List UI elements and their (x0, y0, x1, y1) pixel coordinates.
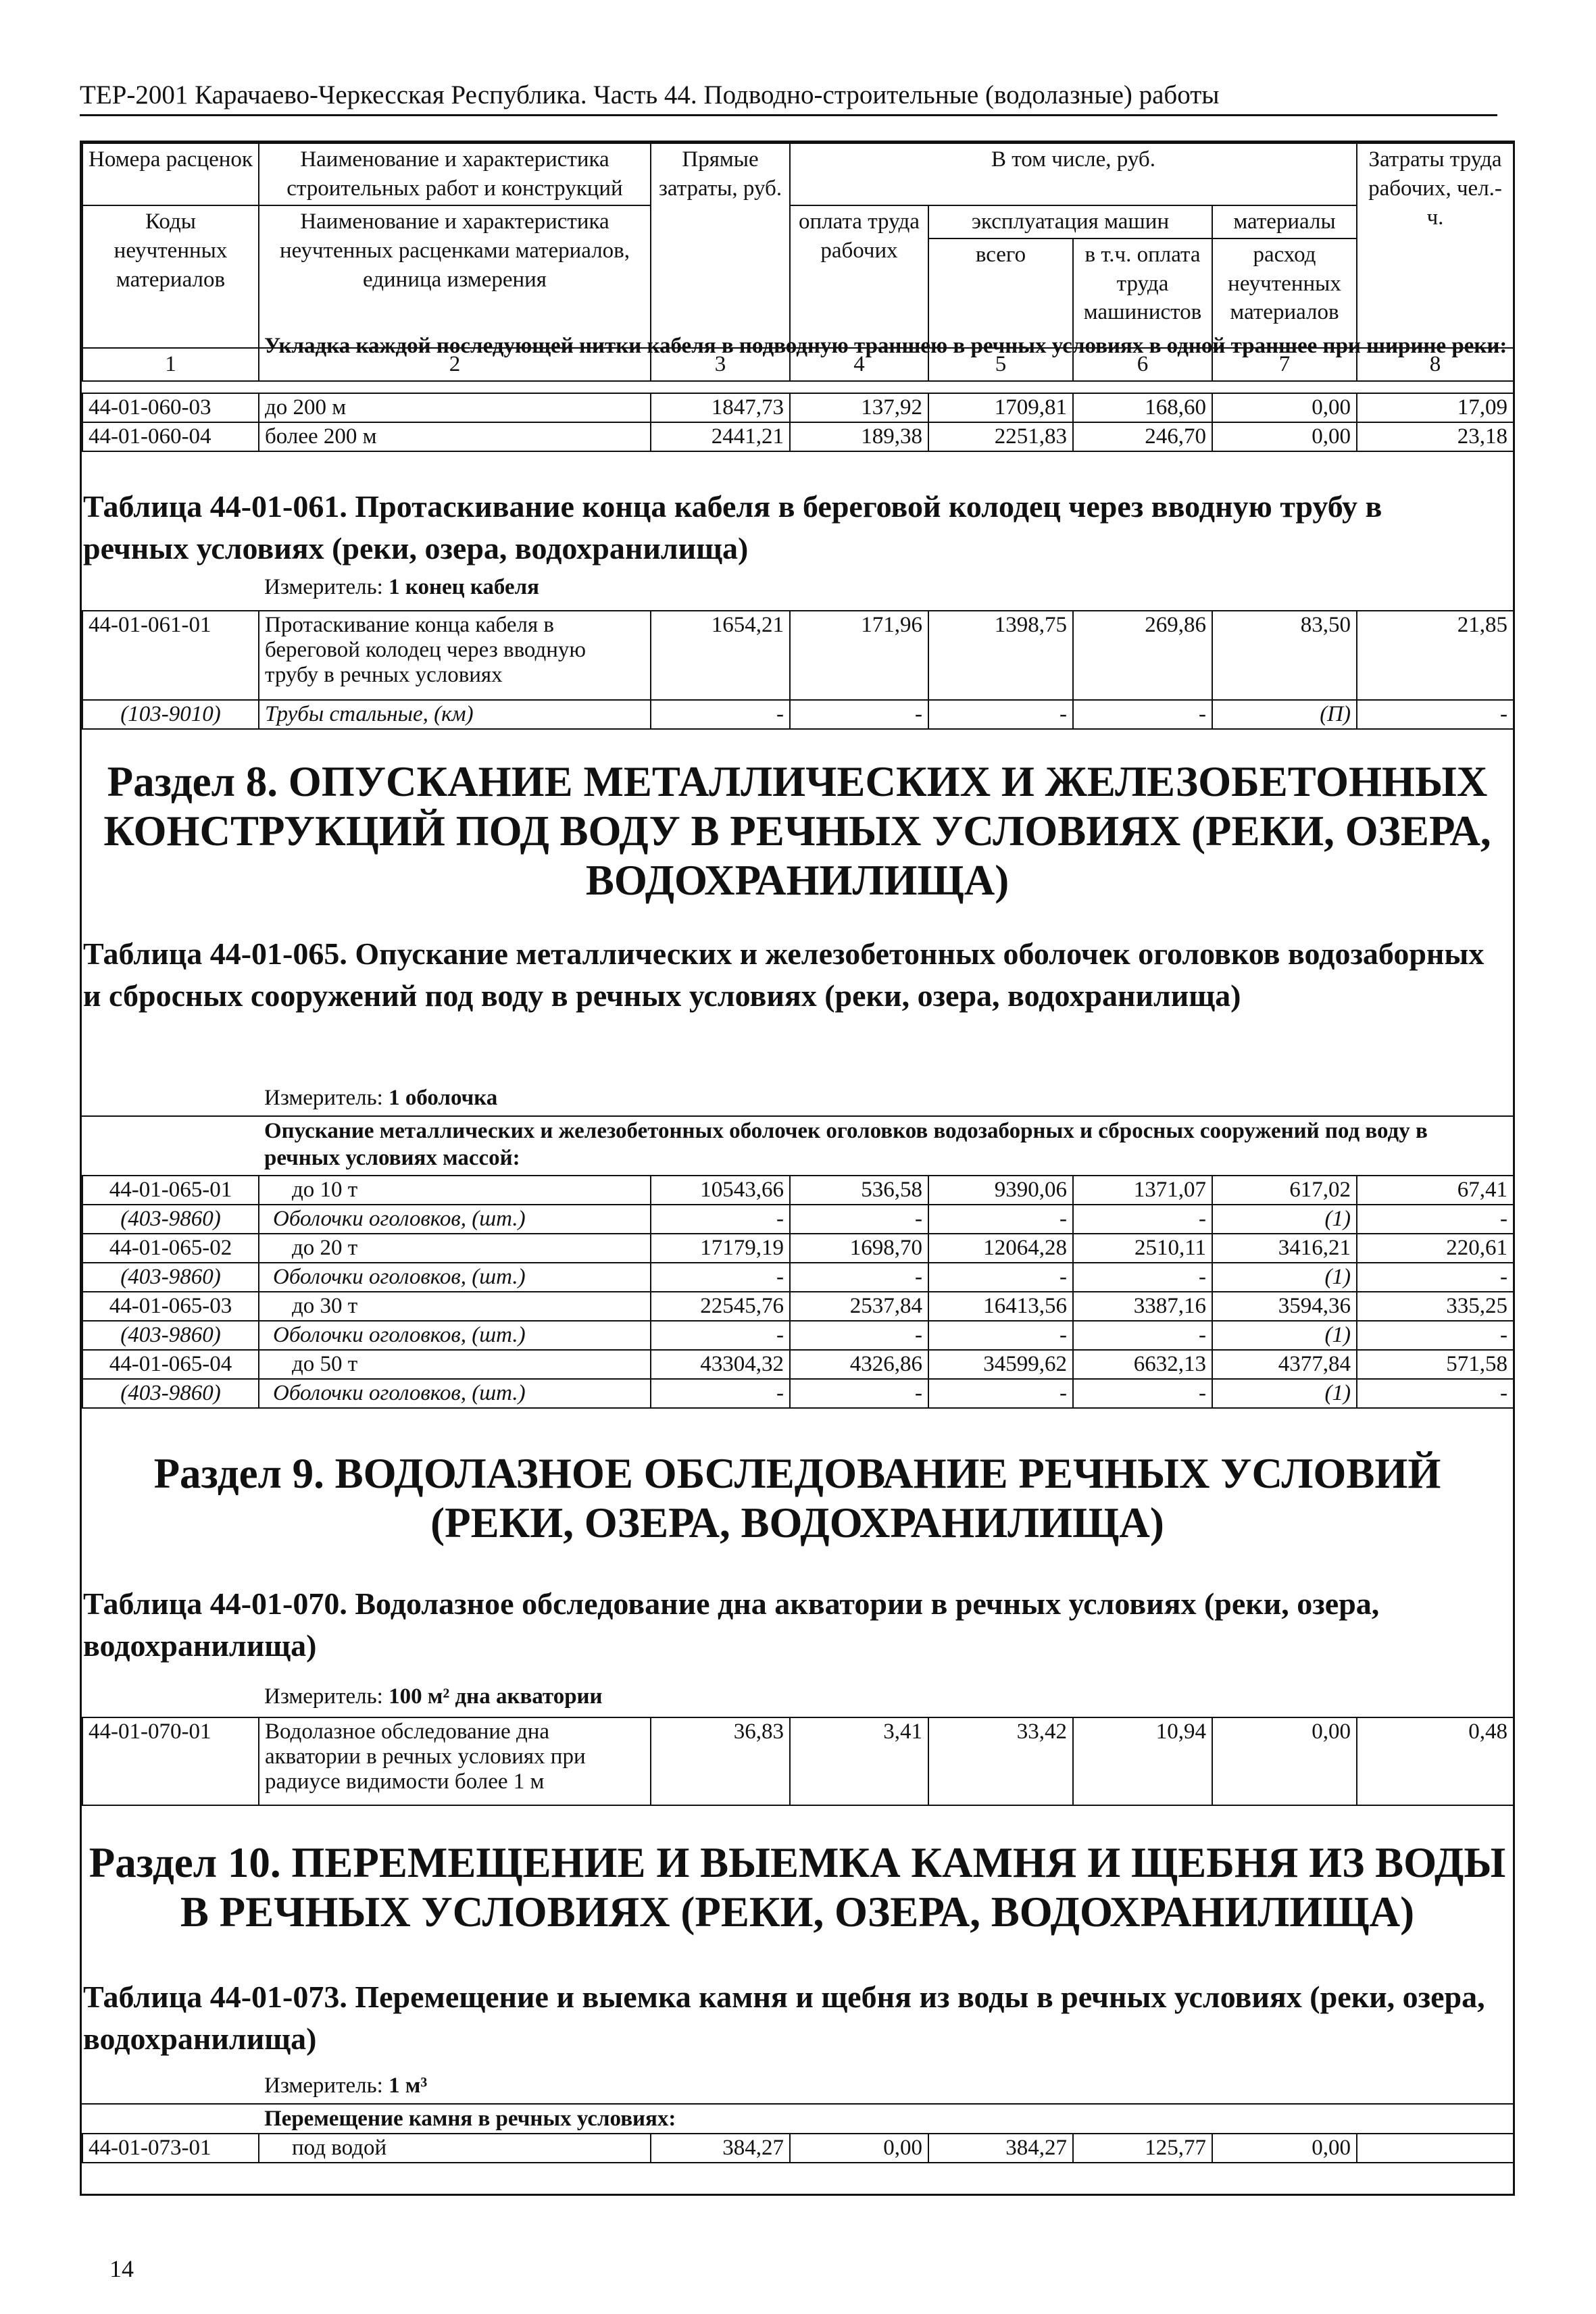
rate-name: Водолазное обследование дна акватории в речных условиях при радиусе видимости более 1 м (259, 1717, 651, 1805)
col-wage-header: оплата труда рабочих (790, 205, 928, 348)
direct-cost: 17179,19 (651, 1234, 790, 1263)
col-num-4: 4 (790, 348, 928, 381)
col-num-7: 7 (1212, 348, 1357, 381)
dash: - (1073, 700, 1212, 729)
section-10-title: Раздел 10. ПЕРЕМЕЩЕНИЕ И ВЫЕМКА КАМНЯ И ЩЕБНЯ ИЗ ВОДЫ В РЕЧНЫХ УСЛОВИЯХ (РЕКИ, ОЗЕРА, ВОДОХРАНИЛИЩА) (89, 1839, 1506, 1936)
labor: 23,18 (1357, 422, 1514, 451)
col-direct-cost-header: Прямые затраты, руб. (651, 143, 790, 348)
rate-code: 44-01-065-01 (82, 1176, 259, 1205)
rate-code: 44-01-073-01 (82, 2134, 259, 2163)
material-row (82, 1263, 1514, 1292)
material-code: (403-9860) (82, 1263, 259, 1292)
direct-cost: 43304,32 (651, 1350, 790, 1379)
machinist-wage: 1371,07 (1073, 1176, 1212, 1205)
machines-total: 384,27 (928, 2134, 1073, 2163)
wage: 1698,70 (790, 1234, 928, 1263)
dash: - (790, 1263, 928, 1292)
meter-value: 1 конец кабеля (389, 575, 539, 599)
dash: - (651, 700, 790, 729)
col-code-header: Номера расценок (82, 143, 259, 205)
table-073-title (83, 1976, 1489, 2060)
col-machinist-wage-header: в т.ч. оплата труда машинистов (1073, 238, 1212, 348)
machinist-wage: 10,94 (1073, 1717, 1212, 1805)
machines-total: 16413,56 (928, 1292, 1073, 1321)
col-matname-header: Наименование и характеристика неучтенных расценками материалов, единица измерения (259, 205, 651, 348)
dash: - (928, 1205, 1073, 1234)
machinist-wage: 2510,11 (1073, 1234, 1212, 1263)
dash: - (651, 1205, 790, 1234)
material-name: Оболочки оголовков, (шт.) (259, 1263, 651, 1292)
rate-name: Протаскивание конца кабеля в береговой колодец через вводную трубу в речных условиях (259, 611, 651, 700)
table-row (82, 393, 1514, 422)
block-073-title: Перемещение камня в речных условиях: (264, 2107, 676, 2131)
material-usage: (1) (1212, 1205, 1357, 1234)
dash: - (1357, 700, 1514, 729)
rate-code: 44-01-065-02 (82, 1234, 259, 1263)
section-9-title: Раздел 9. ВОДОЛАЗНОЕ ОБСЛЕДОВАНИЕ РЕЧНЫХ УСЛОВИЙ (РЕКИ, ОЗЕРА, ВОДОХРАНИЛИЩА) (153, 1450, 1441, 1547)
machines-total: 9390,06 (928, 1176, 1073, 1205)
table-row (82, 1234, 1514, 1263)
col-labor-header: Затраты труда рабочих, чел.-ч. (1357, 143, 1514, 348)
rate-code: 44-01-061-01 (82, 611, 259, 700)
table-061-meter (264, 575, 539, 600)
wage: 3,41 (790, 1717, 928, 1805)
material-row (82, 700, 1514, 729)
dash: - (651, 1379, 790, 1408)
materials: 0,00 (1212, 393, 1357, 422)
col-num-8: 8 (1357, 348, 1514, 381)
dash: - (790, 1379, 928, 1408)
labor: 21,85 (1357, 611, 1514, 700)
meter-value: 1 м³ (389, 2073, 428, 2098)
machines-total: 12064,28 (928, 1234, 1073, 1263)
dash: - (928, 1263, 1073, 1292)
divider (82, 1115, 1513, 1117)
labor: 0,48 (1357, 1717, 1514, 1805)
labor (1357, 2134, 1514, 2163)
table-row (82, 422, 1514, 451)
table-073-meter (264, 2073, 427, 2098)
table-065-number: Таблица 44-01-065. (83, 936, 347, 971)
table-065-text: Опускание металлических и железобетонных оболочек оголовков водозаборных и сбросных сооружений под воду в речных условиях (реки, озера, водохранилища) (83, 936, 1485, 1013)
machines-total: 1398,75 (928, 611, 1073, 700)
table-061-title (83, 486, 1489, 570)
meter-label: Измеритель: (264, 1684, 383, 1709)
meter-label: Измеритель: (264, 575, 383, 599)
material-usage: (1) (1212, 1379, 1357, 1408)
materials: 0,00 (1212, 2134, 1357, 2163)
material-name: Оболочки оголовков, (шт.) (259, 1379, 651, 1408)
rate-name: до 200 м (259, 393, 651, 422)
table-060-rows (82, 393, 1514, 452)
table-061-text: Протаскивание конца кабеля в береговой колодец через вводную трубу в речных условиях (реки, озера, водохранилища) (83, 489, 1382, 566)
block-065-title: Опускание металлических и железобетонных оболочек оголовков водозаборных и сбросных сооружений под воду в речных условиях массой: (264, 1119, 1428, 1170)
material-usage: (1) (1212, 1263, 1357, 1292)
table-073-rows (82, 2133, 1514, 2163)
machinist-wage: 3387,16 (1073, 1292, 1212, 1321)
rate-name: более 200 м (259, 422, 651, 451)
materials: 83,50 (1212, 611, 1357, 700)
col-num-3: 3 (651, 348, 790, 381)
labor: 571,58 (1357, 1350, 1514, 1379)
dash: - (1357, 1205, 1514, 1234)
rate-code: 44-01-060-04 (82, 422, 259, 451)
dash: - (651, 1321, 790, 1350)
table-070-rows (82, 1717, 1514, 1806)
dash: - (790, 1321, 928, 1350)
dash: - (1073, 1379, 1212, 1408)
machines-total: 2251,83 (928, 422, 1073, 451)
incl-header: В том числе, руб. (790, 143, 1357, 205)
table-065-rows (82, 1175, 1514, 1409)
divider (82, 2103, 1513, 2105)
material-code: (403-9860) (82, 1321, 259, 1350)
material-name: Оболочки оголовков, (шт.) (259, 1205, 651, 1234)
running-header: ТЕР-2001 Карачаево-Черкесская Республика. Часть 44. Подводно-строительные (водолазные) работы (80, 80, 1497, 116)
dash: - (928, 700, 1073, 729)
material-code: (403-9860) (82, 1379, 259, 1408)
table-070-title (83, 1583, 1489, 1667)
wage: 137,92 (790, 393, 928, 422)
material-usage: (1) (1212, 1321, 1357, 1350)
material-row (82, 1379, 1514, 1408)
page-number: 14 (109, 2255, 134, 2282)
dash: - (1357, 1321, 1514, 1350)
col-material-usage-header: расход неучтенных материалов (1212, 238, 1357, 348)
wage: 189,38 (790, 422, 928, 451)
table-row (82, 611, 1514, 700)
materials: 3594,36 (1212, 1292, 1357, 1321)
col-matcode-header: Коды неучтенных материалов (82, 205, 259, 348)
direct-cost: 1847,73 (651, 393, 790, 422)
table-073-number: Таблица 44-01-073. (83, 1980, 347, 2014)
table-070-number: Таблица 44-01-070. (83, 1586, 347, 1621)
dash: - (651, 1263, 790, 1292)
labor: 67,41 (1357, 1176, 1514, 1205)
wage: 2537,84 (790, 1292, 928, 1321)
wage: 4326,86 (790, 1350, 928, 1379)
col-num-6: 6 (1073, 348, 1212, 381)
materials: 4377,84 (1212, 1350, 1357, 1379)
wage: 0,00 (790, 2134, 928, 2163)
rate-name: до 20 т (259, 1234, 651, 1263)
table-row (82, 1717, 1514, 1805)
machines-total: 33,42 (928, 1717, 1073, 1805)
dash: - (1073, 1263, 1212, 1292)
meter-label: Измеритель: (264, 2073, 383, 2098)
materials: 3416,21 (1212, 1234, 1357, 1263)
machines-header: эксплуатация машин (928, 205, 1212, 238)
table-065-meter (264, 1086, 497, 1111)
machinist-wage: 6632,13 (1073, 1350, 1212, 1379)
table-row (82, 2134, 1514, 2163)
wage: 171,96 (790, 611, 928, 700)
materials-header: материалы (1212, 205, 1357, 238)
page-frame (80, 141, 1515, 2196)
material-row (82, 1321, 1514, 1350)
labor: 220,61 (1357, 1234, 1514, 1263)
dash: - (928, 1379, 1073, 1408)
table-row (82, 1176, 1514, 1205)
direct-cost: 1654,21 (651, 611, 790, 700)
material-name: Трубы стальные, (км) (259, 700, 651, 729)
dash: - (1357, 1379, 1514, 1408)
table-065-title (83, 933, 1489, 1017)
machinist-wage: 246,70 (1073, 422, 1212, 451)
rate-code: 44-01-060-03 (82, 393, 259, 422)
table-070-meter (264, 1684, 603, 1709)
materials: 0,00 (1212, 1717, 1357, 1805)
rate-code: 44-01-070-01 (82, 1717, 259, 1805)
dash: - (790, 1205, 928, 1234)
direct-cost: 10543,66 (651, 1176, 790, 1205)
machinist-wage: 269,86 (1073, 611, 1212, 700)
direct-cost: 384,27 (651, 2134, 790, 2163)
table-070-text: Водолазное обследование дна акватории в речных условиях (реки, озера, водохранилища) (83, 1586, 1380, 1663)
rate-code: 44-01-065-03 (82, 1292, 259, 1321)
materials: 0,00 (1212, 422, 1357, 451)
col-num-5: 5 (928, 348, 1073, 381)
rate-name: до 50 т (259, 1350, 651, 1379)
material-code: (103-9010) (82, 700, 259, 729)
direct-cost: 22545,76 (651, 1292, 790, 1321)
wage: 536,58 (790, 1176, 928, 1205)
machinist-wage: 125,77 (1073, 2134, 1212, 2163)
meter-value: 1 оболочка (389, 1086, 498, 1110)
machines-total: 1709,81 (928, 393, 1073, 422)
block-060-title: Укладка каждой последующей нитки кабеля в подводную траншею в речных условиях в одной траншее при ширине реки: (264, 334, 1507, 358)
direct-cost: 36,83 (651, 1717, 790, 1805)
rate-name: под водой (259, 2134, 651, 2163)
col-num-1: 1 (82, 348, 259, 381)
materials: 617,02 (1212, 1176, 1357, 1205)
table-073-text: Перемещение и выемка камня и щебня из воды в речных условиях (реки, озера, водохранилища) (83, 1980, 1485, 2057)
meter-value: 100 м² дна акватории (389, 1684, 603, 1709)
material-usage: (П) (1212, 700, 1357, 729)
section-8-title: Раздел 8. ОПУСКАНИЕ МЕТАЛЛИЧЕСКИХ И ЖЕЛЕЗОБЕТОННЫХ КОНСТРУКЦИЙ ПОД ВОДУ В РЕЧНЫХ УСЛОВИЯХ (РЕКИ, ОЗЕРА, ВОДОХРАНИЛИЩА) (103, 758, 1491, 905)
dash: - (1073, 1205, 1212, 1234)
rate-name: до 30 т (259, 1292, 651, 1321)
labor: 335,25 (1357, 1292, 1514, 1321)
machines-total: 34599,62 (928, 1350, 1073, 1379)
meter-label: Измеритель: (264, 1086, 383, 1110)
col-num-2: 2 (259, 348, 651, 381)
material-row (82, 1205, 1514, 1234)
rate-code: 44-01-065-04 (82, 1350, 259, 1379)
table-061-rows (82, 610, 1514, 730)
table-061-number: Таблица 44-01-061. (83, 489, 347, 524)
col-name-header: Наименование и характеристика строительных работ и конструкций (259, 143, 651, 205)
material-name: Оболочки оголовков, (шт.) (259, 1321, 651, 1350)
material-code: (403-9860) (82, 1205, 259, 1234)
dash: - (928, 1321, 1073, 1350)
machinist-wage: 168,60 (1073, 393, 1212, 422)
table-row (82, 1350, 1514, 1379)
dash: - (1357, 1263, 1514, 1292)
dash: - (1073, 1321, 1212, 1350)
rate-name: до 10 т (259, 1176, 651, 1205)
direct-cost: 2441,21 (651, 422, 790, 451)
col-machines-total-header: всего (928, 238, 1073, 348)
labor: 17,09 (1357, 393, 1514, 422)
dash: - (790, 700, 928, 729)
table-row (82, 1292, 1514, 1321)
